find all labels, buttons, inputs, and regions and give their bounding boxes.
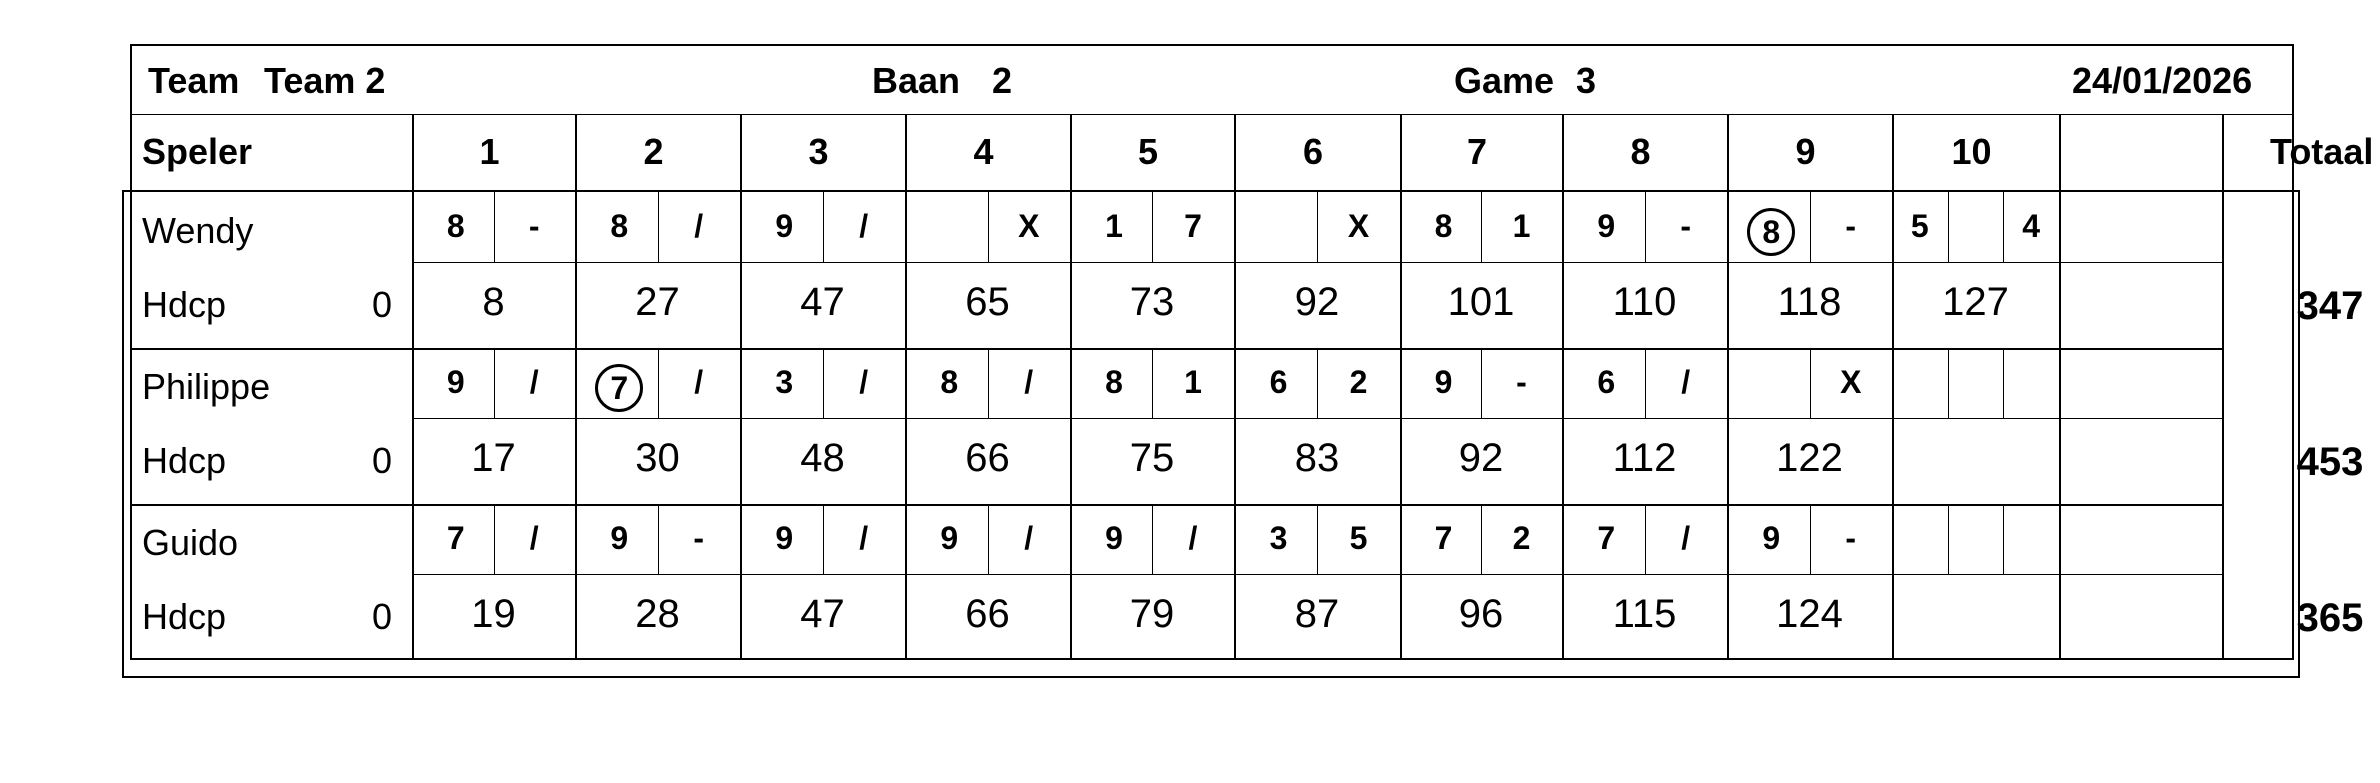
ball-row-divider <box>412 262 2222 263</box>
ball-1: 8 <box>1434 208 1453 244</box>
ball-2: / <box>694 208 704 244</box>
frame-header-8: 8 <box>1630 131 1651 172</box>
ball-2: 2 <box>1349 364 1368 400</box>
frame-cumulative-score: 92 <box>1458 436 1504 480</box>
row-divider <box>132 348 2222 350</box>
player-total: 347 <box>2296 284 2364 328</box>
ball-box-divider <box>1810 504 1811 574</box>
ball-box-divider <box>1152 192 1153 262</box>
column-header-row <box>130 114 2374 192</box>
ball-box-divider <box>1948 348 1949 418</box>
header-divider <box>740 115 742 193</box>
ball-2: - <box>1845 208 1857 244</box>
ball-box-divider <box>658 348 659 418</box>
ball-box-divider <box>1317 348 1318 418</box>
ball-2: / <box>1188 520 1198 556</box>
ball-2: - <box>1680 208 1692 244</box>
ball-box-divider <box>1948 504 1949 574</box>
ball-box-divider <box>1810 192 1811 262</box>
ball-2: / <box>1681 520 1691 556</box>
frame-cumulative-score: 124 <box>1776 592 1843 636</box>
frame-cumulative-score: 122 <box>1776 436 1843 480</box>
ball-2: / <box>1024 364 1034 400</box>
frame-cumulative-score: 96 <box>1458 592 1504 636</box>
frame-cumulative-score: 65 <box>965 280 1010 324</box>
player-total: 365 <box>2296 596 2364 640</box>
ball-1: 3 <box>1269 520 1288 556</box>
ball-1: 9 <box>1105 520 1123 556</box>
lane-label: Baan <box>872 60 961 101</box>
ball-2: - <box>1516 364 1527 400</box>
ball-2: / <box>859 364 869 400</box>
ball-1: 6 <box>1597 364 1616 400</box>
ball-box-divider <box>988 348 989 418</box>
frame-header-3: 3 <box>808 131 829 172</box>
frame-cumulative-score: 92 <box>1294 280 1340 324</box>
ball-box-divider <box>1645 504 1646 574</box>
ball-1: 9 <box>1434 364 1453 400</box>
ball-row-divider <box>412 418 2222 419</box>
frame-cumulative-score: 66 <box>965 592 1010 636</box>
ball-1 <box>1737 208 1806 256</box>
frame-cumulative-score: 47 <box>800 592 845 636</box>
ball-1: 7 <box>446 520 465 556</box>
ball-1: 7 <box>1597 520 1616 556</box>
ball-1: 8 <box>446 208 465 244</box>
frame-header-5: 5 <box>1138 131 1159 172</box>
frame-header-6: 6 <box>1303 131 1324 172</box>
ball-1: 9 <box>775 520 794 556</box>
ball-2: / <box>859 208 869 244</box>
ball-box-divider <box>1481 348 1482 418</box>
ball-2: - <box>1845 520 1857 556</box>
ball-1: 8 <box>940 364 959 400</box>
ball-box-divider <box>1810 348 1811 418</box>
ball-1: 1 <box>1105 208 1123 244</box>
frame-cumulative-score: 8 <box>482 280 505 324</box>
ball-box-divider <box>988 192 989 262</box>
team-label: Team <box>148 60 240 101</box>
ball-box-divider <box>2003 348 2004 418</box>
ball-box-divider <box>823 504 824 574</box>
frame-cumulative-score: 66 <box>965 436 1010 480</box>
ball-2: 2 <box>1512 520 1531 556</box>
frame-cumulative-score: 101 <box>1447 280 1515 324</box>
ball-2: / <box>529 520 539 556</box>
frame-cumulative-score: 79 <box>1129 592 1175 636</box>
frame-header-1: 1 <box>479 131 500 172</box>
header-divider <box>1070 115 1072 193</box>
player-name: Philippe <box>142 366 271 407</box>
header-divider <box>1400 115 1402 193</box>
ball-box-divider <box>988 504 989 574</box>
ball-1: 8 <box>610 208 629 244</box>
ball-1: 8 <box>1105 364 1123 400</box>
frame-cumulative-score: 118 <box>1777 280 1842 324</box>
hdcp-value: 0 <box>372 440 393 481</box>
ball-box-divider <box>1645 348 1646 418</box>
team-value: Team 2 <box>264 60 386 101</box>
ball-row-divider <box>412 574 2222 575</box>
ball-2: X <box>1840 364 1862 400</box>
frame-cumulative-score: 75 <box>1129 436 1175 480</box>
frame-header-7: 7 <box>1467 131 1488 172</box>
ball-box-divider <box>1317 504 1318 574</box>
frame-cumulative-score: 19 <box>471 592 516 636</box>
frame-header-9: 9 <box>1795 131 1816 172</box>
frame-header-4: 4 <box>973 131 994 172</box>
frame-cumulative-score: 48 <box>800 436 845 480</box>
frame-cumulative-score: 17 <box>471 436 516 480</box>
frame-cumulative-score: 27 <box>635 280 680 324</box>
player-name: Wendy <box>142 210 254 251</box>
frame-cumulative-score: 47 <box>800 280 845 324</box>
ball-1: 3 <box>775 364 794 400</box>
ball-3: 4 <box>2022 208 2041 244</box>
ball-1: 5 <box>1910 208 1929 244</box>
ball-2: / <box>1024 520 1034 556</box>
ball-2: - <box>528 208 540 244</box>
frame-cumulative-score: 115 <box>1612 592 1677 636</box>
header-divider <box>1562 115 1564 193</box>
ball-2: / <box>694 364 704 400</box>
sheet-header <box>130 44 2294 114</box>
ball-box-divider <box>658 192 659 262</box>
hdcp-label: Hdcp <box>142 284 227 325</box>
ball-2: 1 <box>1512 208 1531 244</box>
ball-2: / <box>859 520 869 556</box>
ball-box-divider <box>1645 192 1646 262</box>
header-divider <box>412 115 414 193</box>
frame-cumulative-score: 127 <box>1942 280 2009 324</box>
frame-cumulative-score: 112 <box>1612 436 1677 480</box>
header-divider <box>2222 115 2224 193</box>
ball-2: X <box>1018 208 1040 244</box>
ball-2: 7 <box>1184 208 1202 244</box>
ball-1: 9 <box>1762 520 1781 556</box>
score-grid <box>130 192 2364 660</box>
header-divider <box>1892 115 1894 193</box>
ball-2: 1 <box>1184 364 1202 400</box>
ball-box-divider <box>1948 192 1949 262</box>
ball-box-divider <box>823 192 824 262</box>
ball-1: 6 <box>1269 364 1288 400</box>
player-column-header: Speler <box>142 131 253 172</box>
hdcp-value: 0 <box>372 596 393 637</box>
ball-box-divider <box>2003 504 2004 574</box>
ball-1: 9 <box>775 208 794 244</box>
ball-2: / <box>1681 364 1691 400</box>
total-column-header: Totaal <box>2270 131 2374 172</box>
ball-box-divider <box>1152 504 1153 574</box>
ball-box-divider <box>823 348 824 418</box>
hdcp-value: 0 <box>372 284 393 325</box>
ball-1 <box>585 364 654 412</box>
game-label: Game <box>1454 60 1555 101</box>
ball-1: 9 <box>940 520 959 556</box>
ball-1: 7 <box>1434 520 1453 556</box>
ball-2: - <box>693 520 705 556</box>
hdcp-label: Hdcp <box>142 440 227 481</box>
ball-2: X <box>1347 208 1370 244</box>
frame-cumulative-score: 83 <box>1294 436 1340 480</box>
player-name: Guido <box>142 522 239 563</box>
ball-1: 9 <box>1597 208 1616 244</box>
game-value: 3 <box>1576 60 1597 101</box>
row-divider <box>132 504 2222 506</box>
frame-header-2: 2 <box>643 131 664 172</box>
hdcp-label: Hdcp <box>142 596 227 637</box>
frame-cumulative-score: 87 <box>1294 592 1340 636</box>
ball-box-divider <box>658 504 659 574</box>
header-divider <box>1727 115 1729 193</box>
header-divider <box>2059 115 2061 193</box>
ball-box-divider <box>494 192 495 262</box>
ball-1: 9 <box>446 364 465 400</box>
player-total: 453 <box>2296 440 2364 484</box>
date: 24/01/2026 <box>2072 60 2253 101</box>
ball-box-divider <box>494 504 495 574</box>
ball-box-divider <box>1481 504 1482 574</box>
ball-box-divider <box>1152 348 1153 418</box>
frame-cumulative-score: 28 <box>635 592 680 636</box>
header-divider <box>1234 115 1236 193</box>
frame-divider <box>2222 192 2224 660</box>
frame-cumulative-score: 30 <box>635 436 680 480</box>
ball-box-divider <box>1481 192 1482 262</box>
split-marker: 7 <box>595 364 643 412</box>
ball-box-divider <box>494 348 495 418</box>
frame-header-10: 10 <box>1951 131 1992 172</box>
lane-value: 2 <box>992 60 1013 101</box>
frame-cumulative-score: 73 <box>1129 280 1175 324</box>
ball-1: 9 <box>610 520 629 556</box>
frame-cumulative-score: 110 <box>1612 280 1677 324</box>
ball-box-divider <box>1317 192 1318 262</box>
ball-2: 5 <box>1349 520 1368 556</box>
header-divider <box>575 115 577 193</box>
header-divider <box>905 115 907 193</box>
split-marker: 8 <box>1747 208 1795 256</box>
ball-2: / <box>529 364 539 400</box>
